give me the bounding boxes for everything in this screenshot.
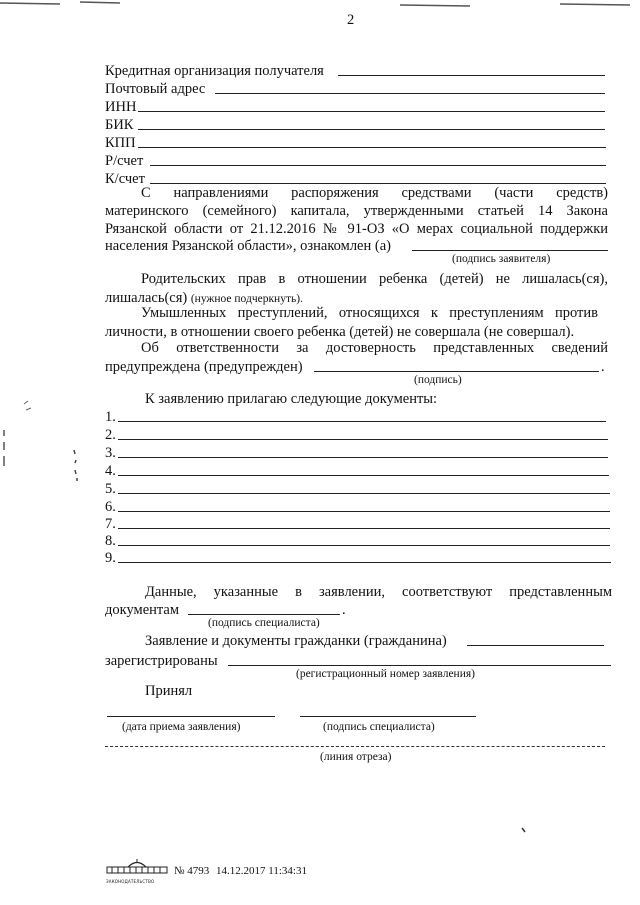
cut-line: [105, 746, 605, 747]
parental-line-1: Родительских прав в отношении ребенка (детей) не лишалась(ся),: [141, 271, 608, 287]
crimes-paragraph: [105, 304, 598, 322]
responsibility-line-2: предупреждена (предупрежден): [105, 359, 303, 375]
parental-line-2-text: лишалась(ся): [105, 290, 188, 306]
margin-scan-marks: [0, 390, 90, 500]
field-label-inn: ИНН: [105, 99, 137, 115]
document-line-8[interactable]: [118, 545, 610, 546]
document-item-number-7: 7.: [105, 516, 116, 532]
field-line-bik[interactable]: [138, 129, 605, 130]
parental-rights-paragraph: [105, 270, 608, 288]
applicant-signature-caption: (подпись заявителя): [452, 253, 551, 265]
crimes-line-1: Умышленных преступлений, относящихся к преступлениям против: [141, 305, 598, 321]
scan-edge-mark: [0, 0, 640, 8]
acknowledgement-paragraph: [105, 184, 608, 238]
applicant-signature-line[interactable]: [412, 250, 608, 251]
document-item-number-8: 8.: [105, 533, 116, 549]
cut-line-caption: (линия отреза): [320, 751, 392, 763]
field-label-credit-org: Кредитная организация получателя: [105, 63, 324, 79]
emblem-logo: [106, 858, 168, 884]
responsibility-line-1: Об ответственности за достоверность представленных сведений: [141, 340, 608, 356]
acceptance-date-line[interactable]: [107, 716, 275, 717]
footer-doc-number: № 4793: [174, 865, 210, 877]
parental-note: (нужное подчеркнуть).: [190, 293, 303, 305]
document-item-number-5: 5.: [105, 481, 116, 497]
verification-paragraph: [105, 583, 612, 601]
document-line-1[interactable]: [118, 421, 606, 422]
ack-line-3: Рязанской области от 21.12.2016 № 91-ОЗ «О мерах социальной поддержки: [105, 221, 608, 237]
page-number: 2: [347, 12, 355, 28]
field-line-credit-org[interactable]: [338, 75, 605, 76]
emblem-text: ЗАКОНОДАТЕЛЬСТВО: [106, 879, 155, 884]
ack-line-2: материнского (семейного) капитала, утвержденными статьей 14 Закона: [105, 203, 608, 219]
document-line-4[interactable]: [118, 475, 609, 476]
verification-line-1: Данные, указанные в заявлении, соответствуют представленным: [145, 584, 612, 600]
field-label-bik: БИК: [105, 117, 134, 133]
field-label-kpp: КПП: [105, 135, 136, 151]
ack-line-1: С направлениями распоряжения средствами (части средств): [141, 185, 608, 201]
responsibility-signature-line[interactable]: [314, 371, 599, 372]
specialist-signature-caption: (подпись специалиста): [208, 617, 320, 629]
responsibility-signature-caption: (подпись): [414, 374, 462, 386]
document-item-number-2: 2.: [105, 427, 116, 443]
document-item-number-3: 3.: [105, 445, 116, 461]
specialist-signature-line[interactable]: [188, 614, 340, 615]
field-label-postal-address: Почтовый адрес: [105, 81, 206, 97]
responsibility-period: .: [601, 359, 605, 375]
verification-period: .: [342, 602, 346, 618]
field-line-inn[interactable]: [138, 111, 605, 112]
footer-timestamp: 14.12.2017 11:34:31: [216, 865, 307, 877]
document-line-9[interactable]: [118, 562, 611, 563]
field-line-rs[interactable]: [150, 165, 606, 166]
registration-line-2: зарегистрированы: [105, 653, 218, 669]
scan-speck: [520, 826, 530, 836]
document-item-number-4: 4.: [105, 463, 116, 479]
field-label-rs: Р/счет: [105, 153, 144, 169]
acceptance-signature-line[interactable]: [300, 716, 476, 717]
documents-heading: К заявлению прилагаю следующие документы:: [145, 391, 438, 407]
document-item-number-9: 9.: [105, 550, 116, 566]
registration-number-line[interactable]: [228, 665, 611, 666]
citizen-name-line[interactable]: [467, 645, 604, 646]
document-line-6[interactable]: [118, 511, 610, 512]
accepted-label: Принял: [145, 683, 193, 699]
document-line-7[interactable]: [118, 528, 610, 529]
document-item-number-1: 1.: [105, 409, 116, 425]
document-line-3[interactable]: [118, 457, 608, 458]
registration-line-1: Заявление и документы гражданки (гражданина): [145, 633, 447, 649]
building-emblem-icon: [106, 858, 168, 874]
field-label-ks: К/счет: [105, 171, 145, 187]
crimes-line-2: личности, в отношении своего ребенка (детей) не совершала (не совершал).: [105, 324, 575, 340]
acceptance-date-caption: (дата приема заявления): [122, 721, 241, 733]
ack-line-4: населения Рязанской области», ознакомлен (а): [105, 238, 391, 254]
field-line-postal-address[interactable]: [215, 93, 605, 94]
verification-line-2: документам: [105, 602, 180, 618]
responsibility-paragraph: [105, 339, 608, 357]
acceptance-signature-caption: (подпись специалиста): [323, 721, 435, 733]
document-line-2[interactable]: [118, 439, 608, 440]
field-line-kpp[interactable]: [138, 147, 606, 148]
document-line-5[interactable]: [118, 493, 610, 494]
document-item-number-6: 6.: [105, 499, 116, 515]
registration-number-caption: (регистрационный номер заявления): [296, 668, 475, 680]
